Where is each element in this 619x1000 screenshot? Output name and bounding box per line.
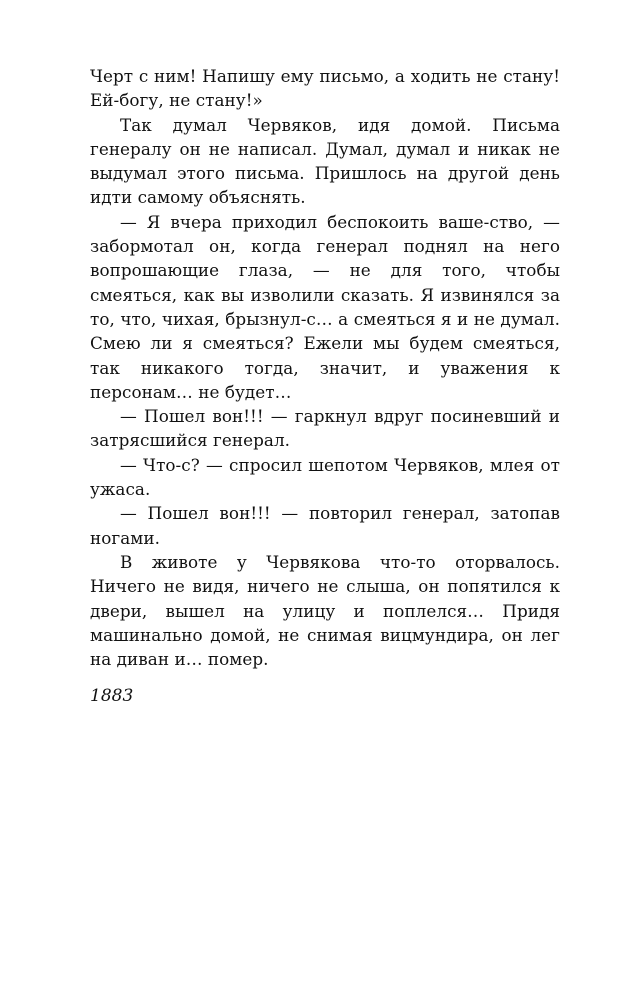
paragraph-3: — Я вчера приходил беспокоить ваше-ство, — забормотал он, когда генерал поднял на него вопрошающие глаза, — не для того, чтобы смеяться, как вы изволили сказать. Я извинялся за то, что, чихая, брызнул-с… а смеяться я и не думал. Смею ли я смеяться? Ежели мы будем смеяться, так никакого тогда, значит, и уважения к персонам… не будет… xyxy=(90,211,560,402)
paragraph-4: — Пошел вон!!! — гаркнул вдруг посиневший и затрясшийся генерал. xyxy=(90,406,560,451)
paragraph-2: Так думал Червяков, идя домой. Письма генералу он не написал. Думал, думал и никак не выдумал этого письма. Пришлось на другой день идти самому объяснять. xyxy=(90,114,560,208)
paragraph-7: В животе у Червякова что-то оторвалось. Ничего не видя, ничего не слыша, он попятился к двери, вышел на улицу и поплелся… Придя машинально домой, не снимая вицмундира, он лег на диван и… помер. xyxy=(90,551,560,670)
paragraph-5: — Что-с? — спросил шепотом Червяков, млея от ужаса. xyxy=(90,454,560,500)
paragraph-6: — Пошел вон!!! — повторил генерал, затопав ногами. xyxy=(90,503,560,548)
page-text xyxy=(90,64,560,671)
year-date: 1883 xyxy=(90,686,134,706)
story-text xyxy=(90,64,560,671)
paragraph-1: Черт с ним! Напишу ему письмо, а ходить не стану! Ей-богу, не стану!» xyxy=(90,66,560,111)
